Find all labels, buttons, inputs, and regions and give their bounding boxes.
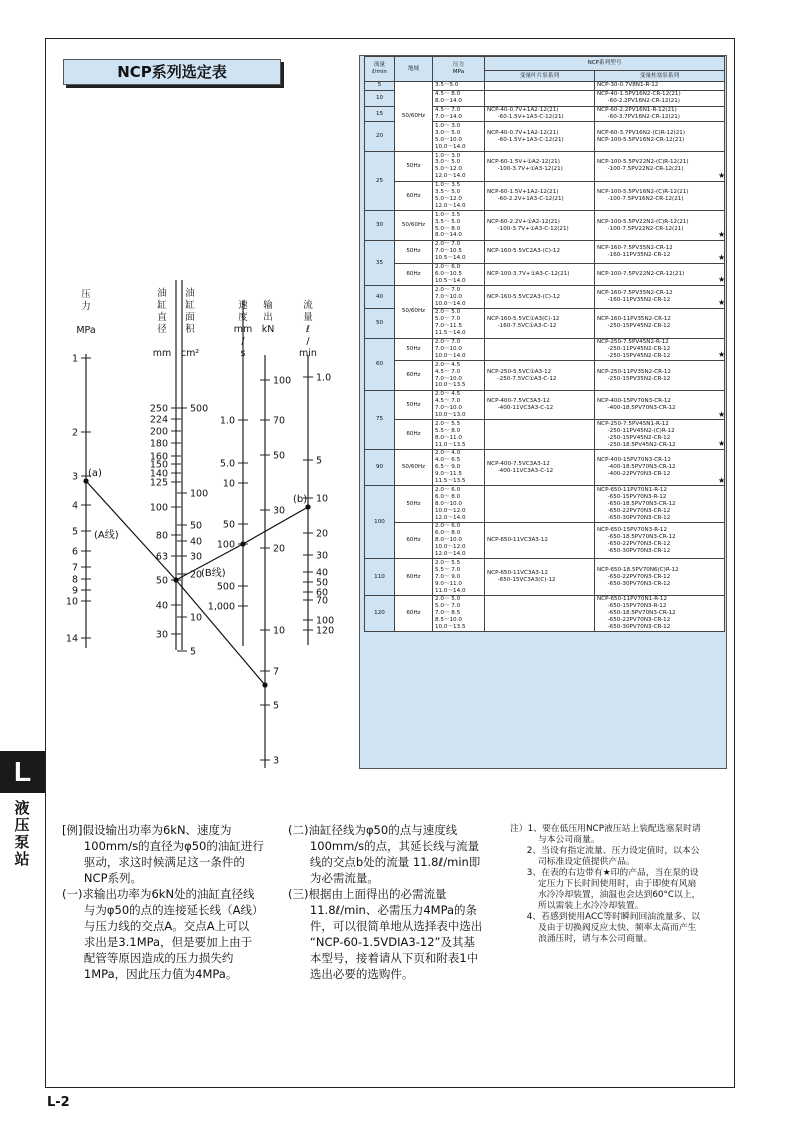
table-row	[365, 82, 725, 91]
cell-freq: 50/60Hz	[395, 449, 433, 486]
star-mark: ★	[718, 229, 726, 239]
nomogram-axis-header: 缸	[157, 300, 167, 311]
cell-freq: 50/60Hz	[395, 211, 433, 241]
cell-vane: NCP-400-7.5VC3A3-12 -400-11VC3A3-C-12	[485, 390, 595, 420]
nomogram-axis-header: cm²	[180, 348, 200, 359]
cell-vane: NCP-60-1.5V+1A2-12(21) -60-2.2V+1A3-C-12(21)	[485, 181, 595, 211]
cell-pressure: 2.0～ 4.5 4.5～ 7.0 7.0～10.0 10.0～13.0	[433, 390, 485, 420]
nomogram-tick-label: 80	[155, 530, 168, 542]
nomogram-tick-label: 7	[71, 562, 78, 574]
star-mark: ★	[718, 409, 726, 419]
nomogram-tick-label: 5	[273, 700, 280, 712]
table-row	[365, 559, 725, 596]
cell-vane: NCP-400-7.5VC3A3-12 -400-11VC3A3-C-12	[485, 449, 595, 486]
header-freq: 地域	[395, 57, 433, 82]
nomogram-tick-label: 50	[316, 577, 329, 589]
table-row	[365, 361, 725, 391]
nomogram-tick-label: 100	[149, 502, 168, 514]
cell-flow: 50	[365, 308, 395, 338]
nomogram-point	[83, 478, 88, 483]
cell-flow: 5	[365, 82, 395, 91]
cell-vane: NCP-40-0.7V+1A2-12(21) -60-1.5V+1A3-C-12(21)	[485, 122, 595, 152]
nomogram-axis-header: 输	[263, 300, 273, 311]
nomogram-axis-header: 出	[263, 312, 273, 323]
table-row	[365, 211, 725, 241]
nomogram-axis-header: 力	[81, 301, 91, 312]
nomogram-axis-header: mm	[233, 324, 253, 335]
example-column-1: [例]假设输出功率为6kN、速度为 100mm/s的直径为φ50的油缸进行 驱动，求这时候满足这一条件的 NCP系列。 (一)求输出功率为6kN处的油缸直径线 与为φ50的点的连接延长线（A线） 与压力线的交点A。交点A上可以 求出是3.1MPa，但是要加上由于 配管等原因造成的压力损失约 1MPa，因此压力值为4MPa。	[62, 823, 264, 981]
nomogram-tick-label: 6	[71, 546, 78, 558]
star-mark: ★	[718, 170, 726, 180]
cell-freq: 60Hz	[395, 522, 433, 559]
cell-vane: NCP-60-2.2V+①A2-12(21) -100-3.7V+①A3-C-12(21)	[485, 211, 595, 241]
nomogram-tick-label: 200	[149, 426, 168, 438]
nomogram	[50, 280, 360, 780]
nomogram-tick-label: 40	[316, 567, 329, 579]
cell-piston: NCP-100-7.5PV22N2-CR-12(21)	[595, 263, 725, 286]
nomogram-tick-label: 4	[71, 500, 78, 512]
star-mark: ★	[718, 350, 726, 360]
label-line-a: (A线)	[94, 530, 119, 541]
nomogram-tick-label: 5	[316, 455, 323, 467]
cell-flow: 25	[365, 152, 395, 211]
nomogram-axis-header: 流	[303, 300, 313, 311]
nomogram-tick-label: 140	[149, 468, 168, 480]
nomogram-axis-header: /	[241, 336, 245, 347]
cell-vane	[485, 595, 595, 632]
table-row	[365, 181, 725, 211]
cell-pressure: 2.0～ 7.0 7.0～10.5 10.5～14.0	[433, 240, 485, 263]
nomogram-tick-label: 150	[149, 459, 168, 471]
cell-pressure: 1.0～ 3.0 3.0～ 5.0 5.0～10.0 10.0～14.0	[433, 122, 485, 152]
nomogram-tick-label: 5.0	[219, 458, 235, 470]
label-line-b: (B线)	[201, 568, 226, 579]
nomogram-tick-label: 500	[216, 581, 235, 593]
cell-piston: NCP-250-7.5PV45N1-R-12 -250-11PV45N2-(C)R-12 -250-15PV45N2-CR-12 -250-18.5PV45N2-CR-12	[595, 420, 725, 450]
nomogram-tick-label: 30	[155, 629, 168, 641]
nomogram-axis-header: 量	[303, 312, 313, 323]
selection-table-grid	[364, 56, 725, 632]
table-row	[365, 390, 725, 420]
cell-pressure: 1.0～ 3.5 3.5～ 5.0 5.0～12.0 12.0～14.0	[433, 181, 485, 211]
nomogram-tick-label: 50	[190, 520, 203, 532]
section-label	[2, 800, 42, 868]
cell-piston: NCP-60-3.7PV16N2-(C)R-12(21) NCP-100-5.5PV16N2-CR-12(21)	[595, 122, 725, 152]
nomogram-point	[240, 541, 245, 546]
cell-freq: 60Hz	[395, 263, 433, 286]
cell-flow: 20	[365, 122, 395, 152]
nomogram-tick-label: 1.0	[219, 415, 235, 427]
nomogram-tick-label: 60	[316, 587, 329, 599]
nomogram-tick-label: 50	[222, 519, 235, 531]
nomogram-tick-label: 10	[316, 493, 329, 505]
table-row	[365, 263, 725, 286]
page-title: NCP系列选定表	[63, 59, 281, 85]
nomogram-tick-label: 70	[316, 595, 329, 607]
cell-flow: 10	[365, 90, 395, 106]
cell-freq: 60Hz	[395, 559, 433, 596]
cell-pressure: 2.0～ 5.0 5.0～ 7.0 7.0～11.5 11.5～14.0	[433, 308, 485, 338]
cell-vane	[485, 486, 595, 523]
cell-pressure: 1.0～ 3.0 3.0～ 5.0 5.0～12.0 12.0～14.0	[433, 152, 485, 182]
cell-freq: 50Hz	[395, 390, 433, 420]
cell-freq: 60Hz	[395, 595, 433, 632]
section-label-char: 压	[14, 816, 30, 834]
nomogram-axis-header: MPa	[76, 325, 96, 336]
nomogram-tick-label: 1,000	[207, 601, 235, 613]
cell-pressure: 2.0～ 6.0 6.0～10.5 10.5～14.0	[433, 263, 485, 286]
cell-pressure: 2.0～ 6.0 6.0～ 8.0 8.0～10.0 10.0～12.0 12.0～14.0	[433, 522, 485, 559]
nomogram-tick-label: 10	[65, 596, 78, 608]
cell-piston: NCP-250-11PV35N2-CR-12 -250-15PV35N2-CR-12	[595, 361, 725, 391]
nomogram-tick-label: 100	[190, 488, 209, 500]
nomogram-tick-label: 100	[273, 375, 292, 387]
nomogram-tick-label: 5	[190, 646, 197, 658]
nomogram-axis-header: 速	[238, 300, 248, 311]
nomogram-tick-label: 160	[149, 451, 168, 463]
nomogram-axis-header: 缸	[185, 300, 195, 311]
nomogram-point	[305, 504, 310, 509]
cell-vane	[485, 82, 595, 91]
label-point-a: (a)	[88, 468, 102, 479]
nomogram-axis-header: mm	[152, 348, 172, 359]
nomogram-tick-label: 30	[316, 550, 329, 562]
nomogram-axis-header: 油	[185, 288, 195, 299]
cell-vane: NCP-40-0.7V+1A2-12(21) -60-1.5V+1A3-C-12(21)	[485, 106, 595, 122]
cell-vane	[485, 90, 595, 106]
cell-vane: NCP-160-5.5VC①A3(C)-12 -160-7.5VC①A3-C-12	[485, 308, 595, 338]
nomogram-tick-label: 100	[216, 539, 235, 551]
cell-piston: NCP-650-18.5PV70N6(C)R-12 -650-22PV70N3-CR-12 -650-30PV70N3-CR-12	[595, 559, 725, 596]
cell-vane: NCP-160-5.5VC2A3-(C)-12	[485, 286, 595, 309]
nomogram-point	[262, 682, 267, 687]
nomogram-axis-header: 径	[157, 324, 167, 335]
nomogram-tick-label: 40	[190, 536, 203, 548]
nomogram-axis-header: min	[299, 348, 317, 359]
example-column-2: (二)油缸径线为φ50的点与速度线 100mm/s的点，其延长线与流量 线的交点b处的流量 11.8ℓ/min即 为必需流量。 (三)根据由上面得出的必需流量 11.8ℓ/min、必需压力4MPa的条 件，可以很简单地从选择表中选出 “NCP-60-1.5VDIA3-12”及其基 本型号，接着请从下页和附表1中 选出必要的选购件。	[288, 823, 483, 981]
cell-flow: 30	[365, 211, 395, 241]
cell-pressure: 1.0～ 3.5 3.5～ 5.0 5.0～ 8.0 8.0～14.0	[433, 211, 485, 241]
star-mark: ★	[718, 252, 726, 262]
cell-freq: 60Hz	[395, 361, 433, 391]
cell-pressure: 2.0～ 7.0 7.0～10.0 10.0～14.0	[433, 338, 485, 361]
cell-pressure: 4.5～ 8.0 8.0～14.0	[433, 90, 485, 106]
nomogram-tick-label: 20	[190, 569, 203, 581]
nomogram-tick-label: 180	[149, 438, 168, 450]
cell-flow: 90	[365, 449, 395, 486]
nomogram-tick-label: 70	[273, 415, 286, 427]
nomogram-tick-label: 40	[155, 600, 168, 612]
nomogram-tick-label: 20	[316, 528, 329, 540]
nomogram-axis-header: 度	[238, 312, 248, 323]
section-label-char: 站	[14, 850, 30, 868]
nomogram-tick-label: 14	[65, 633, 78, 645]
cell-flow: 40	[365, 286, 395, 309]
cell-pressure: 4.5～ 7.0 7.0～14.0	[433, 106, 485, 122]
cell-piston: NCP-100-5.5PV16N2-(C)R-12(21) -100-7.5PV16N2-CR-12(21)	[595, 181, 725, 211]
cell-piston: NCP-160-11PV35N2-CR-12 -250-15PV45N2-CR-12	[595, 308, 725, 338]
table-row	[365, 286, 725, 309]
nomogram-tick-label: 20	[273, 543, 286, 555]
cell-flow: 120	[365, 595, 395, 632]
label-point-b: (b)	[293, 494, 308, 505]
star-mark: ★	[718, 439, 726, 449]
cell-flow: 15	[365, 106, 395, 122]
nomogram-axis-header: s	[240, 348, 246, 359]
table-row	[365, 522, 725, 559]
cell-freq: 50Hz	[395, 338, 433, 361]
nomogram-tick-label: 7	[273, 666, 280, 678]
table-row	[365, 486, 725, 523]
nomogram-tick-label: 50	[155, 575, 168, 587]
nomogram-axis-header: ℓ	[306, 324, 310, 335]
table-row	[365, 420, 725, 450]
nomogram-tick-label: 30	[190, 551, 203, 563]
cell-piston: NCP-160-7.5PV35N2-CR-12 -160-11PV35N2-CR-12	[595, 286, 725, 309]
header-piston: 变量柱塞泵系列	[595, 71, 725, 82]
nomogram-axis-header: 积	[185, 324, 195, 335]
section-tab: L	[0, 751, 45, 793]
cell-pressure: 2.0～ 5.5 5.5～ 7.0 7.0～ 9.0 9.0～11.0 11.0～14.0	[433, 559, 485, 596]
nomogram-tick-label: 10	[273, 625, 286, 637]
nomogram-tick-label: 2	[71, 427, 78, 439]
nomogram-axis-header: 压	[81, 289, 91, 300]
cell-vane	[485, 420, 595, 450]
nomogram-tick-label: 250	[149, 403, 168, 415]
nomogram-tick-label: 500	[190, 403, 209, 415]
header-flow: 流量 ℓ/min	[365, 57, 395, 82]
cell-freq: 50/60Hz	[395, 82, 433, 152]
nomogram-axis-header: 油	[157, 288, 167, 299]
nomogram-tick-label: 5	[71, 526, 78, 538]
cell-piston: NCP-650-15PV70N3-R-12 -650-18.5PV70N3-CR-12 -650-22PV70N3-CR-12 -650-30PV70N3-CR-12	[595, 522, 725, 559]
nomogram-axis-header: 面	[185, 312, 195, 323]
cell-piston: NCP-160-7.5PV35N2-CR-12 -160-11PV35N2-CR-12	[595, 240, 725, 263]
section-label-char: 泵	[14, 833, 30, 851]
section-label-char: 液	[14, 799, 30, 817]
cell-pressure: 2.0～ 4.5 4.5～ 7.0 7.0～10.0 10.0～13.5	[433, 361, 485, 391]
nomogram-tick-label: 3	[273, 755, 280, 767]
cell-flow: 60	[365, 338, 395, 390]
header-vane: 变量叶片泵系列	[485, 71, 595, 82]
cell-piston: NCP-250-7.5PV45N2-R-12 -250-11PV45N2-CR-12 -250-15PV45N2-CR-12	[595, 338, 725, 361]
table-row	[365, 595, 725, 632]
cell-pressure: 2.0～ 6.0 6.0～ 8.0 8.0～10.0 10.0～12.0 12.0～14.0	[433, 486, 485, 523]
cell-piston: NCP-400-15PV70N3-CR-12 -400-18.5PV70N3-CR-12 -400-22PV70N3-CR-12	[595, 449, 725, 486]
cell-freq: 50Hz	[395, 152, 433, 182]
cell-vane: NCP-650-11VC3A3-12	[485, 522, 595, 559]
nomogram-tick-label: 30	[273, 505, 286, 517]
cell-vane	[485, 338, 595, 361]
star-mark: ★	[718, 275, 726, 285]
cell-flow: 75	[365, 390, 395, 449]
cell-flow: 100	[365, 486, 395, 559]
cell-vane: NCP-160-5.5VC2A3-(C)-12	[485, 240, 595, 263]
nomogram-tick-label: 63	[155, 551, 168, 563]
table-row	[365, 152, 725, 182]
cell-pressure: 2.0～ 7.0 7.0～10.0 10.0～14.0	[433, 286, 485, 309]
cell-freq: 50Hz	[395, 240, 433, 263]
table-row	[365, 240, 725, 263]
nomogram-tick-label: 10	[190, 612, 203, 624]
nomogram-tick-label: 8	[71, 574, 78, 586]
cell-vane: NCP-250-5.5VC①A3-12 -250-7.5VC①A3-C-12	[485, 361, 595, 391]
header-pressure: 压力 MPa	[433, 57, 485, 82]
page-number: L-2	[47, 1095, 70, 1110]
cell-piston: NCP-650-11PV70N1-R-12 -650-15PV70N3-R-12 -650-18.5PV70N3-CR-12 -650-22PV70N3-CR-12 -650-30PV70N3-CR-12	[595, 486, 725, 523]
nomogram-tick-label: 120	[316, 625, 335, 637]
cell-flow: 35	[365, 240, 395, 285]
nomogram-tick-label: 100	[316, 615, 335, 627]
cell-freq: 50/60Hz	[395, 286, 433, 338]
cell-freq: 60Hz	[395, 420, 433, 450]
cell-pressure: 2.0～ 5.0 5.0～ 7.0 7.0～ 8.5 8.5～10.0 10.0～13.5	[433, 595, 485, 632]
cell-pressure: 2.0～ 4.0 4.0～ 6.5 6.5～ 9.0 9.0～11.5 11.5～13.5	[433, 449, 485, 486]
nomogram-tick-label: 3	[71, 471, 78, 483]
nomogram-axes	[66, 280, 334, 768]
cell-freq: 50Hz	[395, 486, 433, 523]
nomogram-tick-label: 1	[71, 353, 78, 365]
star-mark: ★	[718, 298, 726, 307]
nomogram-tick-label: 1.0	[316, 372, 332, 384]
nomogram-axis-header: 直	[157, 312, 167, 323]
nomogram-axis-header: kN	[261, 324, 275, 335]
cell-freq: 60Hz	[395, 181, 433, 211]
cell-piston: NCP-30-0.7V8N1-R-12	[595, 82, 725, 91]
cell-piston: NCP-100-5.5PV22N2-(C)R-12(21) -100-7.5PV22N2-CR-12(21)	[595, 211, 725, 241]
header-group: NCP系列型号	[485, 57, 725, 71]
cell-vane: NCP-100-3.7V+①A3-C-12(21)	[485, 263, 595, 286]
cell-piston: NCP-100-5.5PV22N2-(C)R-12(21) -100-7.5PV22N2-CR-12(21)	[595, 152, 725, 182]
nomogram-tick-label: 125	[149, 477, 168, 489]
selection-table	[359, 55, 727, 769]
nomogram-tick-label: 10	[222, 478, 235, 490]
star-mark: ★	[718, 475, 726, 485]
cell-piston: NCP-60-2.2PV16N1-R-12(21) -60-3.7PV16N2-CR-12(21)	[595, 106, 725, 122]
footnote: 注）1、要在低压用NCP液压站上装配选塞泵时请 与本公司商量。 2、当设有指定流量、压力设定值时，以本公 司标准设定值提供产品。 3、在表的右边带有★印的产品，当在泵的设 定压力下长时间使用时，由于即使有风扇 水冷冷却装置，油温也会达到60°C以上， 所以需装上水冷冷却装置。 4、若感到使用ACC等时瞬间回油流量多、以 及由于切换阀反应太快、频率太高而产生 浪涌压时，请与本公司商量。	[510, 824, 701, 944]
table-row	[365, 338, 725, 361]
nomogram-axis-header: /	[306, 336, 310, 347]
nomogram-tick-label: 224	[149, 414, 168, 426]
cell-vane: NCP-650-11VC3A3-12 -650-15VC3A3(C)-12	[485, 559, 595, 596]
cell-flow: 110	[365, 559, 395, 596]
cell-vane: NCP-60-1.5V+①A2-12(21) -100-3.7V+①A3-12(21)	[485, 152, 595, 182]
cell-piston: NCP-40-1.5PV16N2-CR-12(21) -60-2.2PV16N2-CR-12(21)	[595, 90, 725, 106]
cell-pressure: 2.0～ 5.5 5.5～ 8.0 8.0～11.0 11.0～13.5	[433, 420, 485, 450]
nomogram-tick-label: 50	[273, 450, 286, 462]
cell-piston: NCP-400-15PV70N3-CR-12 -400-18.5PV70N3-CR-12	[595, 390, 725, 420]
nomogram-tick-label: 9	[71, 585, 78, 597]
table-row	[365, 449, 725, 486]
nomogram-point	[173, 577, 178, 582]
cell-pressure: 3.5～5.0	[433, 82, 485, 91]
cell-piston: NCP-650-11PV70N1-R-12 -650-15PV70N3-R-12 -650-18.5PV70N3-CR-12 -650-22PV70N3-CR-12 -650-30PV70N3-CR-12	[595, 595, 725, 632]
